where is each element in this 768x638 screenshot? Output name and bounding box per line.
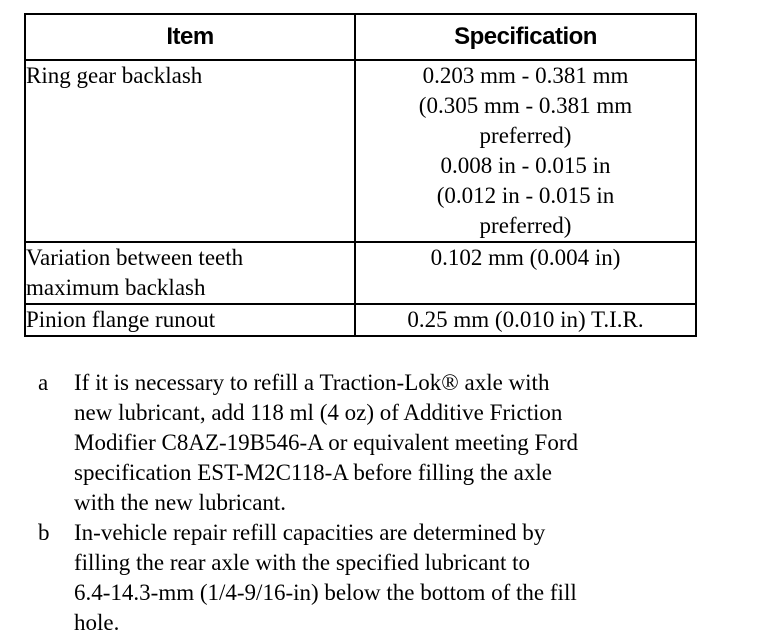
footnote-line: specification EST-M2C118-A before filling the axle: [74, 460, 552, 485]
footnote-line: new lubricant, add 118 ml (4 oz) of Additive Friction: [74, 400, 563, 425]
column-header-specification: Specification: [355, 14, 696, 60]
item-cell: [25, 304, 355, 336]
footnote-text: [74, 518, 728, 638]
spec-text-line: (0.305 mm - 0.381 mm: [418, 93, 633, 118]
footnote-line: with the new lubricant.: [74, 490, 287, 515]
table-row: [25, 242, 696, 304]
item-text-line: Variation between teeth: [26, 245, 244, 270]
column-header-item: Item: [25, 14, 355, 60]
spec-text-line: 0.008 in - 0.015 in: [440, 153, 611, 178]
spec-text-line: 0.102 mm (0.004 in): [430, 245, 621, 270]
footnote-letter: a: [38, 370, 49, 395]
item-text-line: maximum backlash: [26, 275, 206, 300]
spec-cell: [355, 60, 696, 242]
spec-text-line: 0.203 mm - 0.381 mm: [422, 63, 629, 88]
footnote-line: 6.4-14.3-mm (1/4-9/16-in) below the bottom of the fill: [74, 580, 577, 605]
item-cell: [25, 242, 355, 304]
item-text-line: Ring gear backlash: [26, 63, 203, 88]
table-row: [25, 304, 696, 336]
footnote-line: filling the rear axle with the specified lubricant to: [74, 550, 531, 575]
item-cell: [25, 60, 355, 242]
footnote-line: In-vehicle repair refill capacities are determined by: [74, 520, 546, 545]
footnote-line: hole.: [74, 610, 120, 635]
footnote-letter: b: [38, 520, 50, 545]
table-header-row: [25, 14, 696, 60]
footnote-text: [74, 368, 728, 518]
spec-text-line: preferred): [479, 123, 572, 148]
spec-text-line: (0.012 in - 0.015 in: [436, 183, 615, 208]
footnote-line: If it is necessary to refill a Traction-Lok® axle with: [74, 370, 550, 395]
spec-cell: [355, 304, 696, 336]
spec-cell: [355, 242, 696, 304]
table-row: [25, 60, 696, 242]
footnote-a: [38, 368, 728, 518]
footnotes: [38, 368, 728, 638]
specification-table: [24, 13, 697, 337]
spec-text-line: 0.25 mm (0.010 in) T.I.R.: [407, 307, 644, 332]
spec-text-line: preferred): [479, 213, 572, 238]
item-text-line: Pinion flange runout: [26, 307, 216, 332]
footnote-b: [38, 518, 728, 638]
footnote-line: Modifier C8AZ-19B546-A or equivalent meeting Ford: [74, 430, 579, 455]
